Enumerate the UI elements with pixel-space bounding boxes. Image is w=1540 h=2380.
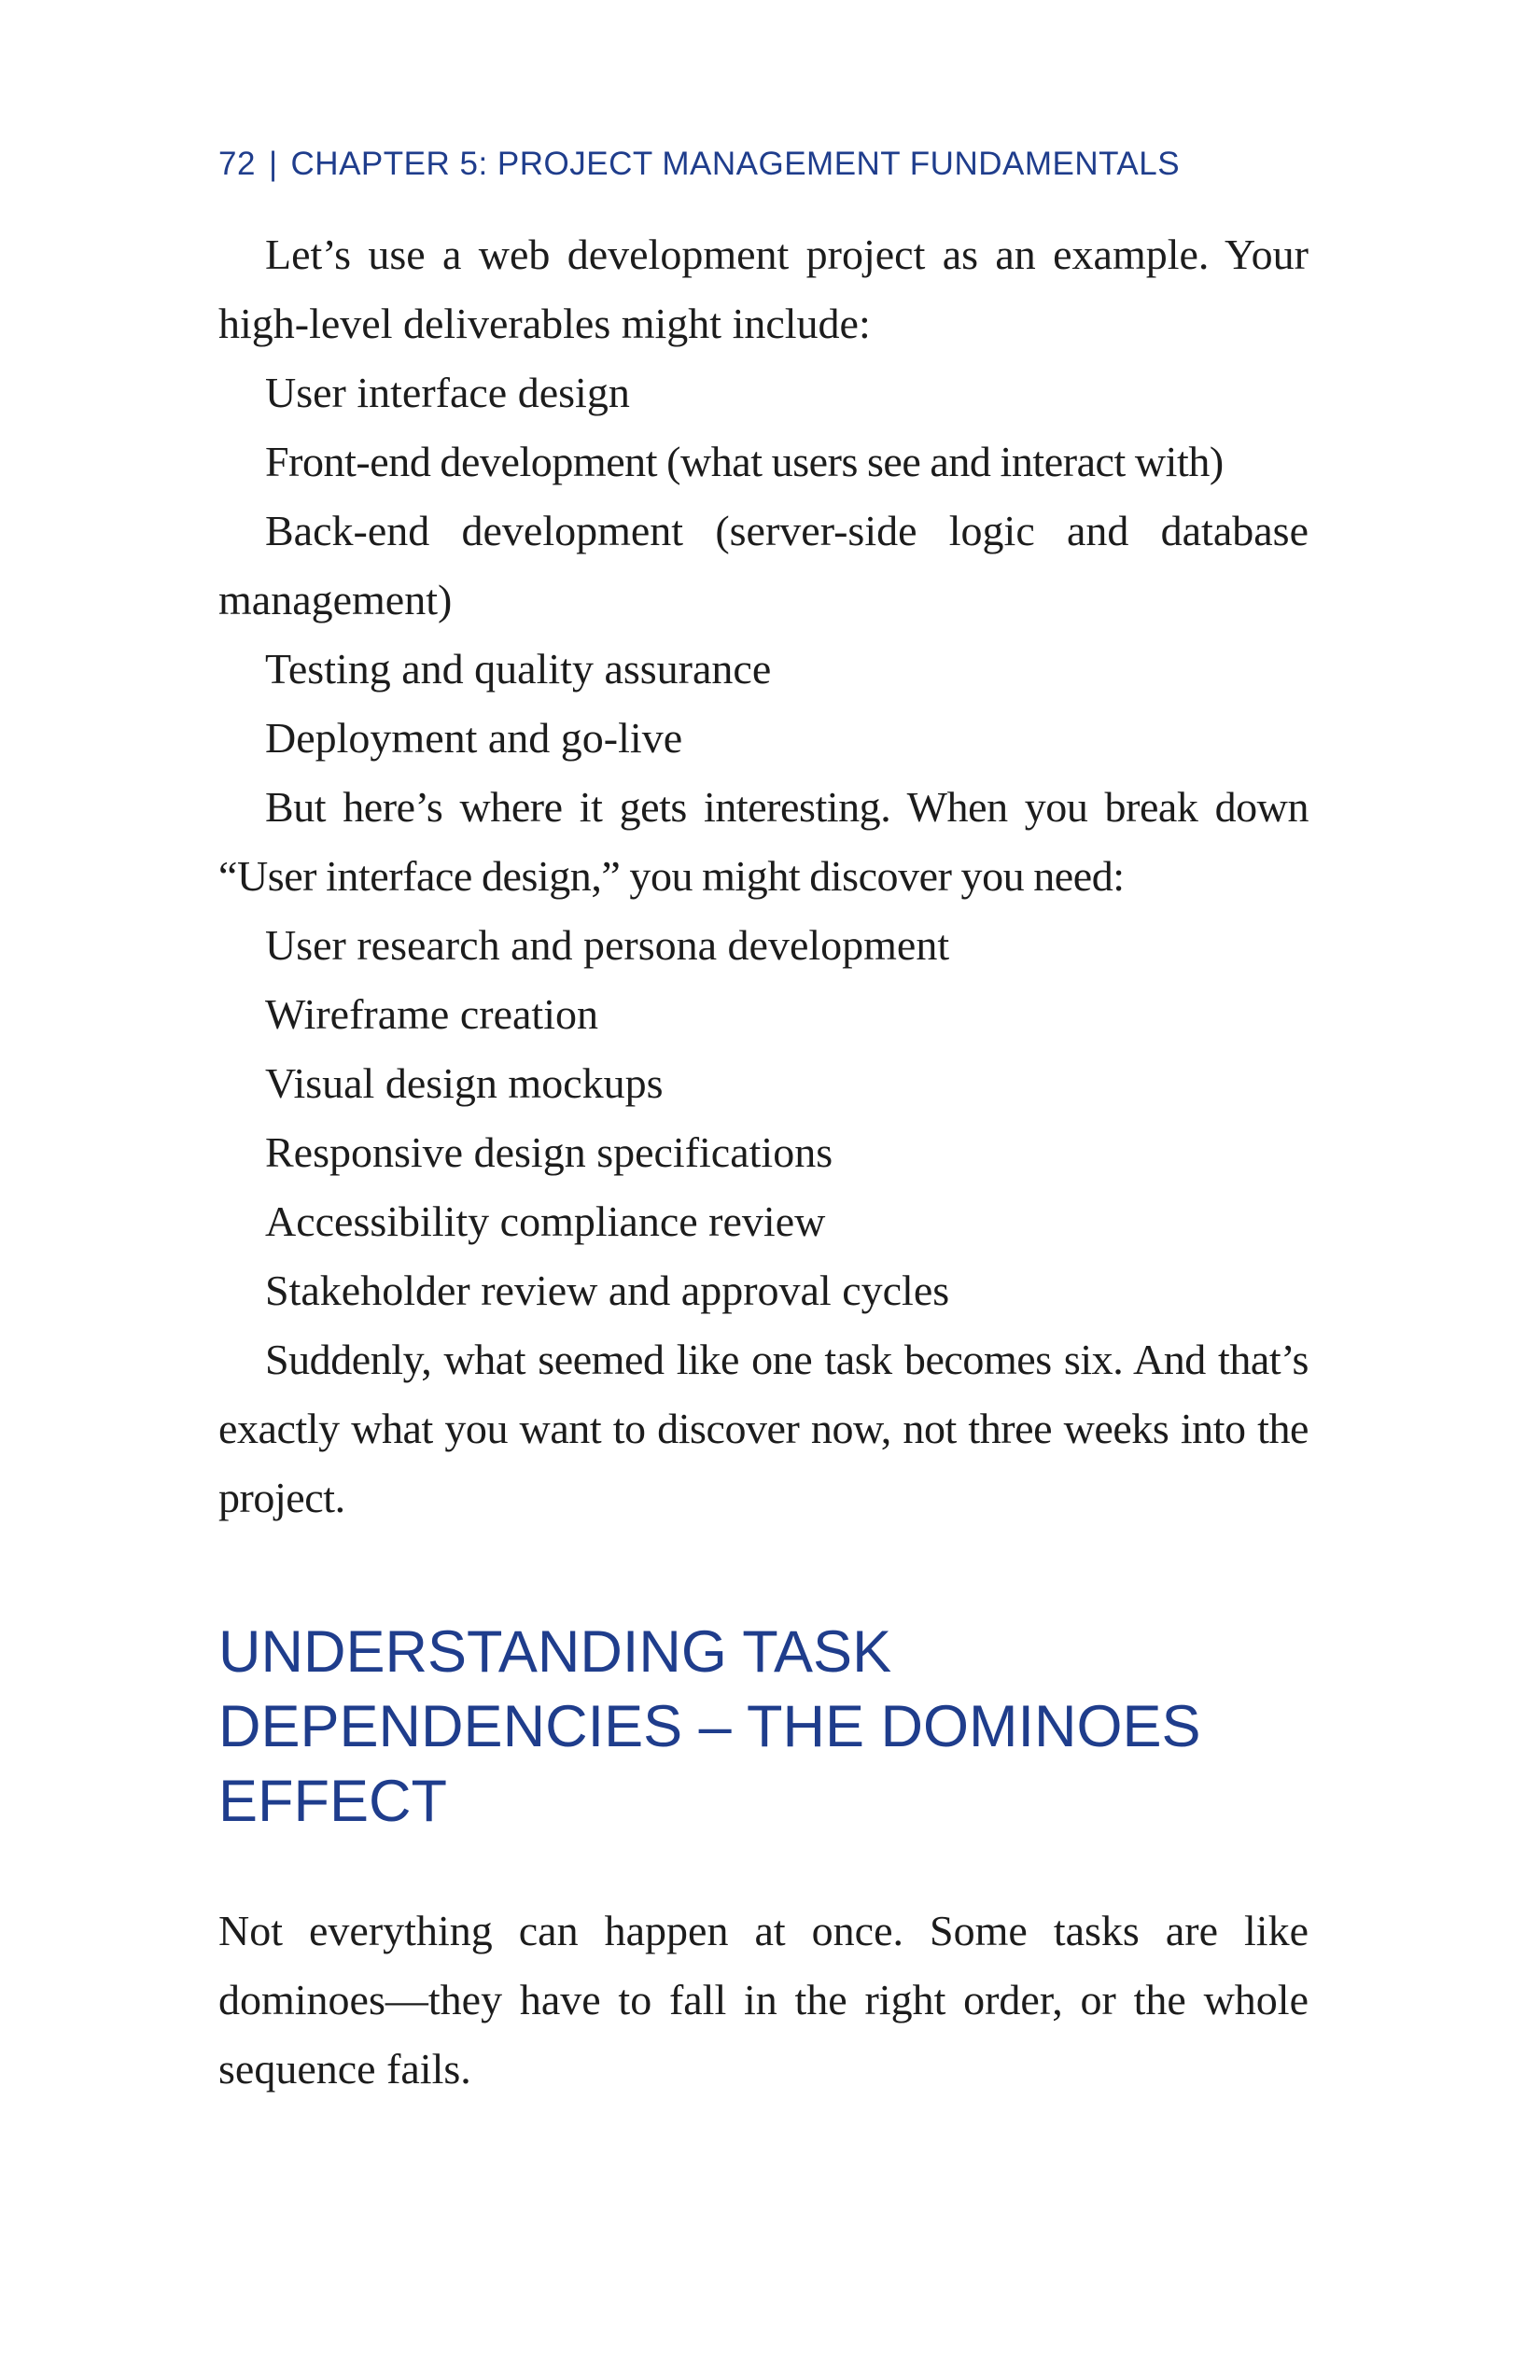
list-item: Deployment and go-live [265,714,683,762]
running-header [218,146,1180,183]
chapter-title: CHAPTER 5: PROJECT MANAGEMENT FUNDAMENTALS [290,146,1181,182]
list-item: Back-end development (server-side logic and database management) [218,507,1309,623]
paragraph-intro: Let’s use a web development project as an example. Your high-level deliverables might include: [218,231,1309,347]
list-item: Stakeholder review and approval cycles [265,1267,950,1314]
list-item: Accessibility compliance review [265,1197,826,1245]
section-heading-line: EFFECT [218,1769,447,1834]
list-item: Visual design mockups [265,1059,664,1107]
list-item: User research and persona development [265,921,950,969]
section-heading [218,1615,1309,1839]
header-separator: | [268,146,278,182]
body-text [218,220,1309,1533]
paragraph-transition: But here’s where it gets interesting. When you break down “User interface design,” you might discover you need: [218,783,1309,900]
list-item: Testing and quality assurance [265,645,772,693]
page-number: 72 [218,146,256,182]
section-paragraph: Not everything can happen at once. Some tasks are like dominoes—they have to fall in the right order, or the whole sequence fails. [218,1907,1309,2093]
section-heading-line: DEPENDENCIES – THE DOMINOES [218,1694,1201,1759]
list-item: User interface design [265,369,630,416]
list-item: Front-end development (what users see and interact with) [265,438,1224,485]
list-item: Wireframe creation [265,990,598,1038]
section-body [218,1897,1309,2104]
paragraph-conclusion: Suddenly, what seemed like one task becomes six. And that’s exactly what you want to discover now, not three weeks into the project. [218,1336,1309,1521]
section-heading-line: UNDERSTANDING TASK [218,1619,892,1685]
list-item: Responsive design specifications [265,1128,833,1176]
